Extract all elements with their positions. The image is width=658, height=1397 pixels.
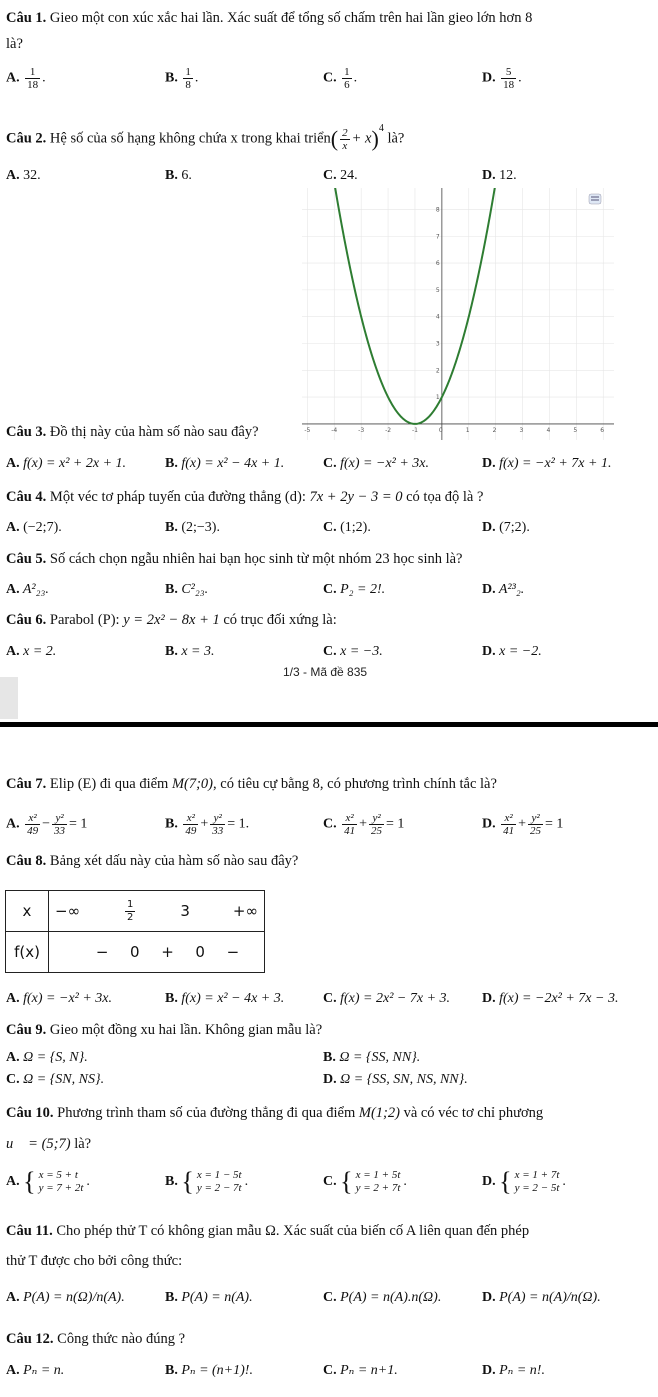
q4-option-c: C. (1;2). [323, 520, 371, 535]
q9-option-c: C. Ω = {SN, NS}. [6, 1072, 105, 1087]
q4-option-d: D. (7;2). [482, 520, 530, 535]
q7-option-b: B. $\frac{\text{x²}}{49}$ + $\frac{\text{y²}}{33}$ = 1. [165, 812, 250, 837]
x-tick-label: -3 [358, 426, 365, 434]
x-tick-label: 5 [573, 426, 578, 434]
q3-option-b: B. f(x) = x² − 4x + 1. [165, 456, 285, 471]
q12-option-b: B. Pₙ = (n+1)!. [165, 1363, 253, 1378]
y-tick-label: 5 [435, 286, 440, 294]
x-tick-label: -2 [385, 426, 392, 434]
q5-option-a: A. A²₂₃. [6, 582, 49, 597]
q9-option-a: A. Ω = {S, N}. [6, 1050, 88, 1065]
q10-text: Câu 10. Phương trình tham số của đường thẳng đi qua điểm M(1;2) và có véc tơ chỉ phương [6, 1105, 544, 1121]
sign-table-fx-row: − 0 + 0 − [49, 932, 265, 973]
sign-table [5, 890, 265, 973]
x-tick-label: 2 [492, 426, 497, 434]
page-footer: 1/3 - Mã đề 835 [283, 665, 368, 679]
q12-text: Câu 12. Công thức nào đúng ? [6, 1331, 186, 1347]
y-tick-label: 1 [435, 394, 440, 402]
x-tick-label: -5 [304, 426, 311, 434]
x-tick-label: 4 [546, 426, 551, 434]
q11-option-d: D. P(A) = n(A)/n(Ω). [482, 1290, 601, 1305]
q10-option-c: C. { x = 1 + 5t y = 2 + 7t . [323, 1167, 407, 1196]
q12-option-d: D. Pₙ = n!. [482, 1363, 545, 1378]
q2-option-a: A. 32. [6, 168, 41, 183]
q9-option-b: B. Ω = {SS, NN}. [323, 1050, 421, 1065]
q6-option-a: A. x = 2. [6, 644, 57, 659]
q7-option-c: C. $\frac{\text{x²}}{41}$ + $\frac{\text{y²}}{25}$ = 1 [323, 812, 405, 837]
x-tick-label: 0 [438, 426, 443, 434]
q6-option-c: C. x = −3. [323, 644, 383, 659]
q11-text-cont: thử T được cho bởi công thức: [6, 1253, 183, 1269]
y-tick-label: 4 [435, 313, 440, 321]
page-margin-tab [0, 677, 18, 719]
parabola-graph [302, 188, 614, 440]
q11-text: Câu 11. Cho phép thử T có không gian mẫu Ω. Xác suất của biến cố A liên quan đến phép [6, 1223, 530, 1239]
q3-option-d: D. f(x) = −x² + 7x + 1. [482, 456, 612, 471]
q1-option-b: B. $\frac{1}{8}$ . [165, 66, 199, 91]
page-separator [0, 722, 658, 727]
q10-option-b: B. { x = 1 − 5t y = 2 − 7t . [165, 1167, 249, 1196]
q2-option-b: B. 6. [165, 168, 192, 183]
q7-option-d: D. $\frac{\text{x²}}{41}$ + $\frac{\text{y²}}{25}$ = 1 [482, 812, 564, 837]
q11-option-c: C. P(A) = n(A).n(Ω). [323, 1290, 442, 1305]
y-tick-label: 8 [435, 206, 440, 214]
q10-option-a: A. { x = 5 + t y = 7 + 2t . [6, 1167, 90, 1196]
x-tick-label: 6 [600, 426, 605, 434]
settings-icon[interactable] [589, 194, 601, 204]
q10-text-cont: u⃗ = (5;7) là? [6, 1136, 92, 1152]
q8-option-c: C. f(x) = 2x² − 7x + 3. [323, 991, 451, 1006]
x-tick-label: -1 [411, 426, 418, 434]
q2-option-d: D. 12. [482, 168, 517, 183]
q2-option-c: C. 24. [323, 168, 358, 183]
q12-option-a: A. Pₙ = n. [6, 1363, 65, 1378]
q1-option-d: D. $\frac{5}{18}$ . [482, 66, 522, 91]
x-tick-label: 1 [465, 426, 470, 434]
q5-option-b: B. C²₂₃. [165, 582, 209, 597]
q11-option-b: B. P(A) = n(A). [165, 1290, 253, 1305]
q8-text: Câu 8. Bảng xét dấu này của hàm số nào sau đây? [6, 853, 299, 869]
q8-option-b: B. f(x) = x² − 4x + 3. [165, 991, 285, 1006]
q1-option-a: A. $\frac{1}{18}$ . [6, 66, 46, 91]
q5-option-d: D. A²³₂. [482, 582, 525, 597]
q6-text: Câu 6. Parabol (P): y = 2x² − 8x + 1 có trục đối xứng là: [6, 612, 337, 628]
q2-text: Câu 2. Hệ số của số hạng không chứa x trong khai triển( $\frac{2}{x}$ + x)$^4$ là? [6, 122, 405, 152]
q5-text: Câu 5. Số cách chọn ngẫu nhiên hai bạn học sinh từ một nhóm 23 học sinh là? [6, 551, 463, 567]
y-tick-label: 7 [435, 233, 440, 241]
q12-option-c: C. Pₙ = n+1. [323, 1363, 398, 1378]
x-tick-label: -4 [331, 426, 338, 434]
y-tick-label: 2 [435, 367, 440, 375]
q3-option-a: A. f(x) = x² + 2x + 1. [6, 456, 127, 471]
q1-option-c: C. $\frac{1}{6}$ . [323, 66, 358, 91]
q1-text: Câu 1. Gieo một con xúc xắc hai lần. Xác suất để tổng số chấm trên hai lần gieo lớn hơn 8 [6, 10, 533, 26]
y-tick-label: 3 [435, 340, 440, 348]
q7-option-a: A. $\frac{\text{x²}}{49}$ − $\frac{\text{y²}}{33}$ = 1 [6, 812, 88, 837]
q9-text: Câu 9. Gieo một đồng xu hai lần. Không gian mẫu là? [6, 1022, 323, 1038]
sign-table-x-row: −∞ $\frac{1}{2}$ 3 +∞ [49, 891, 265, 932]
q5-option-c: C. P₂ = 2!. [323, 582, 386, 597]
q9-option-d: D. Ω = {SS, SN, NS, NN}. [323, 1072, 468, 1087]
q4-text: Câu 4. Một véc tơ pháp tuyến của đường thẳng (d): 7x + 2y − 3 = 0 có tọa độ là ? [6, 489, 484, 505]
q4-option-a: A. (−2;7). [6, 520, 62, 535]
y-tick-label: 6 [435, 260, 440, 268]
q10-option-d: D. { x = 1 + 7t y = 2 − 5t . [482, 1167, 566, 1196]
q3-text: Câu 3. Đồ thị này của hàm số nào sau đây? [6, 424, 259, 440]
q4-option-b: B. (2;−3). [165, 520, 220, 535]
q7-text: Câu 7. Elip (E) đi qua điểm M(7;0), có tiêu cự bằng 8, có phương trình chính tắc là? [6, 776, 497, 792]
q6-option-d: D. x = −2. [482, 644, 542, 659]
q8-option-a: A. f(x) = −x² + 3x. [6, 991, 113, 1006]
x-tick-label: 3 [519, 426, 524, 434]
q1-text-cont: là? [6, 36, 23, 52]
q11-option-a: A. P(A) = n(Ω)/n(A). [6, 1290, 125, 1305]
sign-table-fx-label: f(x) [6, 932, 49, 973]
sign-table-x-label: x [6, 891, 49, 932]
q8-option-d: D. f(x) = −2x² + 7x − 3. [482, 991, 619, 1006]
q3-option-c: C. f(x) = −x² + 3x. [323, 456, 430, 471]
q6-option-b: B. x = 3. [165, 644, 215, 659]
